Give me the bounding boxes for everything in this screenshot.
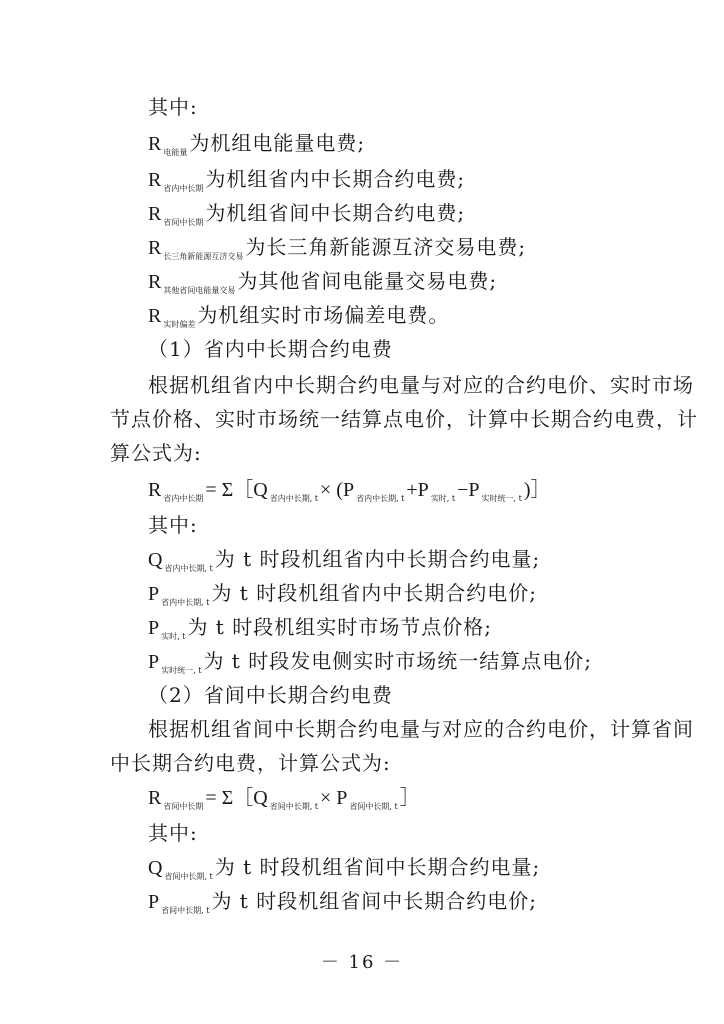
formula-subscript: 省间中长期, t [269,802,319,811]
formula-part: −P [457,479,480,501]
variable-subscript: 其他省间电能量交易 [163,286,236,295]
page-number: － 16 － [320,952,404,973]
paragraph-line: 中长期合约电费，计算公式为: [110,751,391,775]
variable-symbol: R [148,237,162,259]
variable-subscript: 省间中长期, t [164,872,213,881]
definition-line [148,166,465,202]
paragraph-line: 根据机组省内中长期合约电量与对应的合约电价、实时市场 [148,373,694,397]
variable-symbol: R [148,169,162,191]
formula-part: )］ [523,479,551,501]
definition-line [148,268,497,304]
definition-line [148,130,365,166]
definition-text: 为 t 时段机组省间中长期合约电量; [214,855,541,879]
definition-text: 为 t 时段发电侧实时市场统一结算点电价; [203,649,592,673]
definition-line [148,546,540,582]
definition-text: 为机组电能量电费; [189,131,366,155]
text-line: 其中: [148,513,198,537]
definition-text: 为长三角新能源互济交易电费; [245,235,527,259]
variable-subscript: 省内中长期, t [161,598,210,607]
definition-line [148,200,465,236]
definition-line [148,854,540,890]
formula-subscript: 省内中长期, t [356,494,405,503]
definition-text: 为其他省间电能量交易电费; [237,269,498,293]
definition-text: 为机组省间中长期合约电费; [205,201,466,225]
definition-line [148,614,492,650]
paragraph-line: 节点价格、实时市场统一结算点电价，计算中长期合约电费，计 [110,407,698,431]
variable-subscript: 实时, t [161,632,186,641]
variable-symbol: P [148,583,160,605]
variable-symbol: Q [148,857,163,879]
definition-text: 为机组实时市场偏差电费。 [197,303,450,327]
variable-subscript: 长三角新能源互济交易 [163,252,244,261]
definition-text: 为机组省内中长期合约电费; [205,167,466,191]
definition-line [148,580,537,616]
definition-line [148,234,526,270]
formula-part: = Σ［Q [205,787,268,809]
text-line: 其中: [148,95,198,119]
definition-line [148,302,449,338]
paragraph-line: 根据机组省间中长期合约电量与对应的合约电价，计算省间 [148,717,694,741]
variable-symbol: R [148,133,162,155]
variable-subscript: 省内中长期 [163,184,204,193]
variable-symbol: R [148,305,162,327]
formula-part: R [148,479,162,501]
definition-text: 为 t 时段机组省内中长期合约电量; [214,547,541,571]
section-heading: （1）省内中长期合约电费 [148,337,393,361]
formula-part: R [148,787,162,809]
variable-symbol: R [148,203,162,225]
definition-text: 为 t 时段机组实时市场节点价格; [187,615,492,639]
variable-subscript: 实时统一, t [161,666,202,675]
formula-subscript: 实时统一, t [481,494,522,503]
formula-subscript: 实时, t [430,494,456,503]
paragraph-line: 算公式为: [110,441,202,465]
formula-line [148,784,420,820]
formula-line [148,476,551,512]
variable-symbol: P [148,891,160,913]
formula-subscript: 省内中长期, t [269,494,319,503]
variable-symbol: Q [148,549,163,571]
variable-subscript: 省间中长期 [163,218,204,227]
formula-part: ］ [399,787,420,809]
formula-subscript: 省内中长期 [163,494,204,503]
variable-symbol: P [148,651,160,673]
definition-line [148,888,537,924]
variable-subscript: 实时偏差 [163,320,196,329]
definition-text: 为 t 时段机组省内中长期合约电价; [211,581,537,605]
formula-subscript: 省间中长期, t [349,802,398,811]
formula-subscript: 省间中长期 [163,802,204,811]
variable-subscript: 省间中长期, t [161,906,210,915]
definition-line [148,648,592,684]
formula-part: × (P [320,479,355,501]
formula-part: +P [406,479,429,501]
variable-subscript: 电能量 [163,148,188,157]
variable-symbol: R [148,271,162,293]
variable-subscript: 省内中长期, t [164,564,213,573]
formula-part: × P [320,787,348,809]
definition-text: 为 t 时段机组省间中长期合约电价; [211,889,537,913]
variable-symbol: P [148,617,160,639]
formula-part: = Σ［Q [205,479,268,501]
text-line: 其中: [148,821,198,845]
section-heading: （2）省间中长期合约电费 [148,683,393,707]
